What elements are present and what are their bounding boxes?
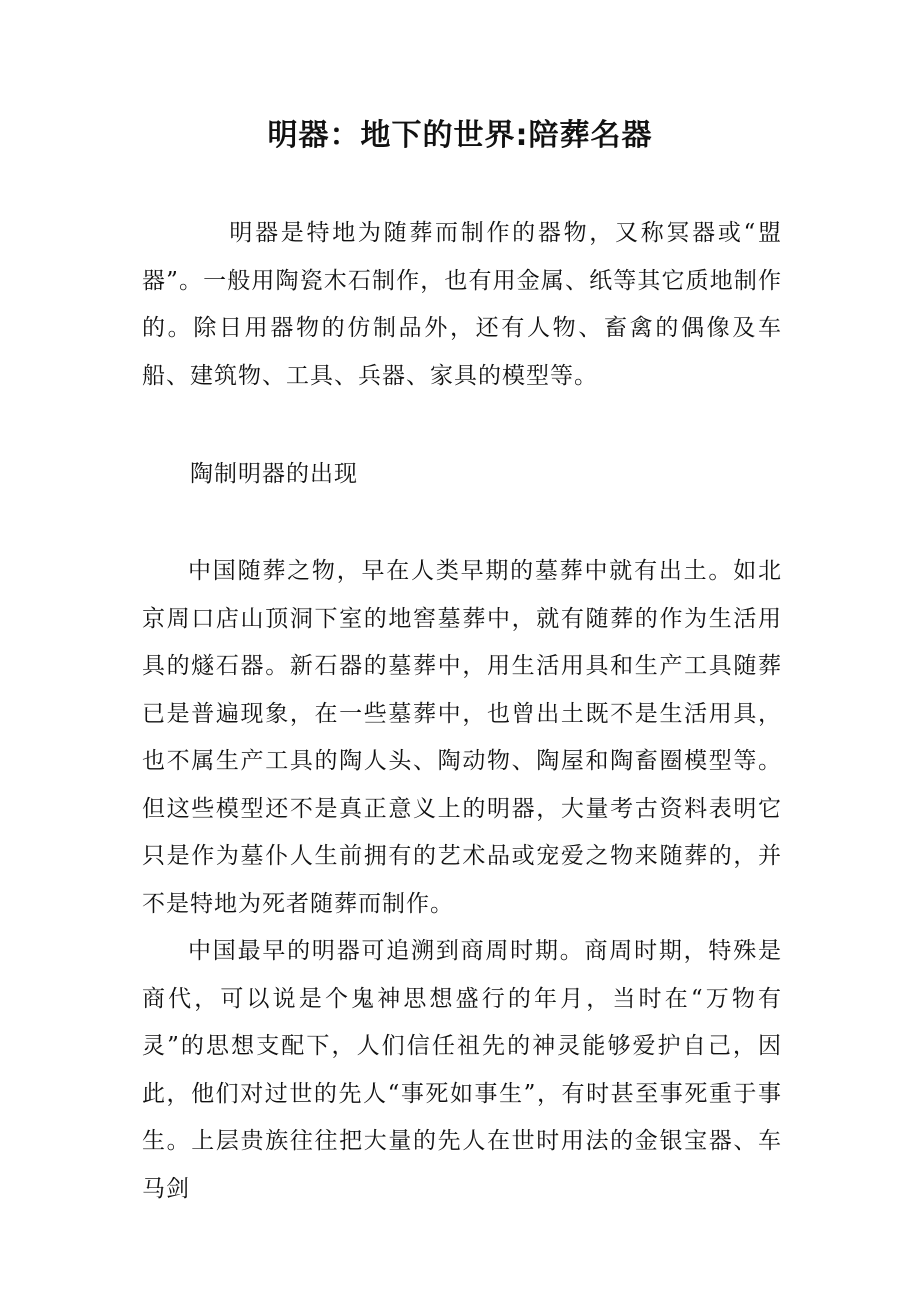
- section-heading: 陶制明器的出现: [190, 461, 358, 487]
- intro-paragraph: 明器是特地为随葬而制作的器物，又称冥器或“盟器”。一般用陶瓷木石制作，也有用金属、纸等其它质地制作的。除日用器物的仿制品外，还有人物、畜禽的偶像及车船、建筑物、工具、兵器、家具的模型等。: [142, 220, 782, 389]
- document-title: 明器：地下的世界:陪葬名器: [267, 118, 653, 153]
- body-paragraph-2: 中国最早的明器可追溯到商周时期。商周时期，特殊是商代，可以说是个鬼神思想盛行的年月，当时在“万物有灵”的思想支配下，人们信任祖先的神灵能够爱护自己，因此，他们对过世的先人“事死如事生”，有时甚至事死重于事生。上层贵族往往把大量的先人在世时用法的金银宝器、车马剑: [142, 938, 782, 1202]
- body-paragraph-1: 中国随葬之物，早在人类早期的墓葬中就有出土。如北京周口店山顶洞下室的地窖墓葬中，就有随葬的作为生活用具的燧石器。新石器的墓葬中，用生活用具和生产工具随葬已是普遍现象，在一些墓葬中，也曾出土既不是生活用具，也不属生产工具的陶人头、陶动物、陶屋和陶畜圈模型等。但这些模型还不是真正意义上的明器，大量考古资料表明它只是作为墓仆人生前拥有的艺术品或宠爱之物来随葬的，并不是特地为死者随葬而制作。: [142, 558, 782, 917]
